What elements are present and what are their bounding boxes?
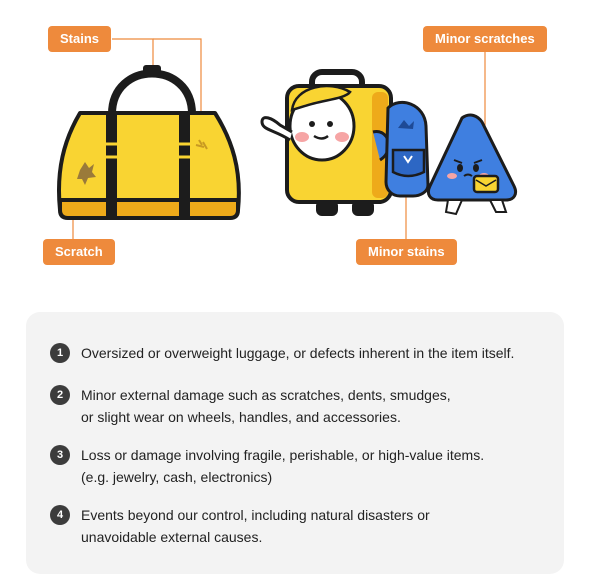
label-scratch: Scratch [43,239,115,265]
list-item [50,384,550,428]
item-number-badge: 2 [50,385,70,405]
triangle-mascot-icon [428,115,515,214]
item-number-badge: 4 [50,505,70,525]
label-minor-scratches: Minor scratches [423,26,547,52]
label-minor-stains: Minor stains [356,239,457,265]
list-item [50,444,550,488]
item-text: Loss or damage involving fragile, perishable, or high-value items. (e.g. jewelry, cash, electronics) [81,447,485,485]
list-item [50,504,550,548]
item-number-badge: 1 [50,343,70,363]
label-stains: Stains [48,26,111,52]
item-text: Minor external damage such as scratches, dents, smudges, or slight wear on wheels, handles, and accessories. [81,387,451,425]
item-number-badge: 3 [50,445,70,465]
yellow-bag-icon [59,65,239,218]
suitcase-mascot-icon [262,72,428,216]
exclusions-panel [26,312,564,574]
list-item [50,342,550,364]
item-text: Events beyond our control, including natural disasters or unavoidable external causes. [81,507,430,545]
item-text: Oversized or overweight luggage, or defects inherent in the item itself. [81,345,515,361]
